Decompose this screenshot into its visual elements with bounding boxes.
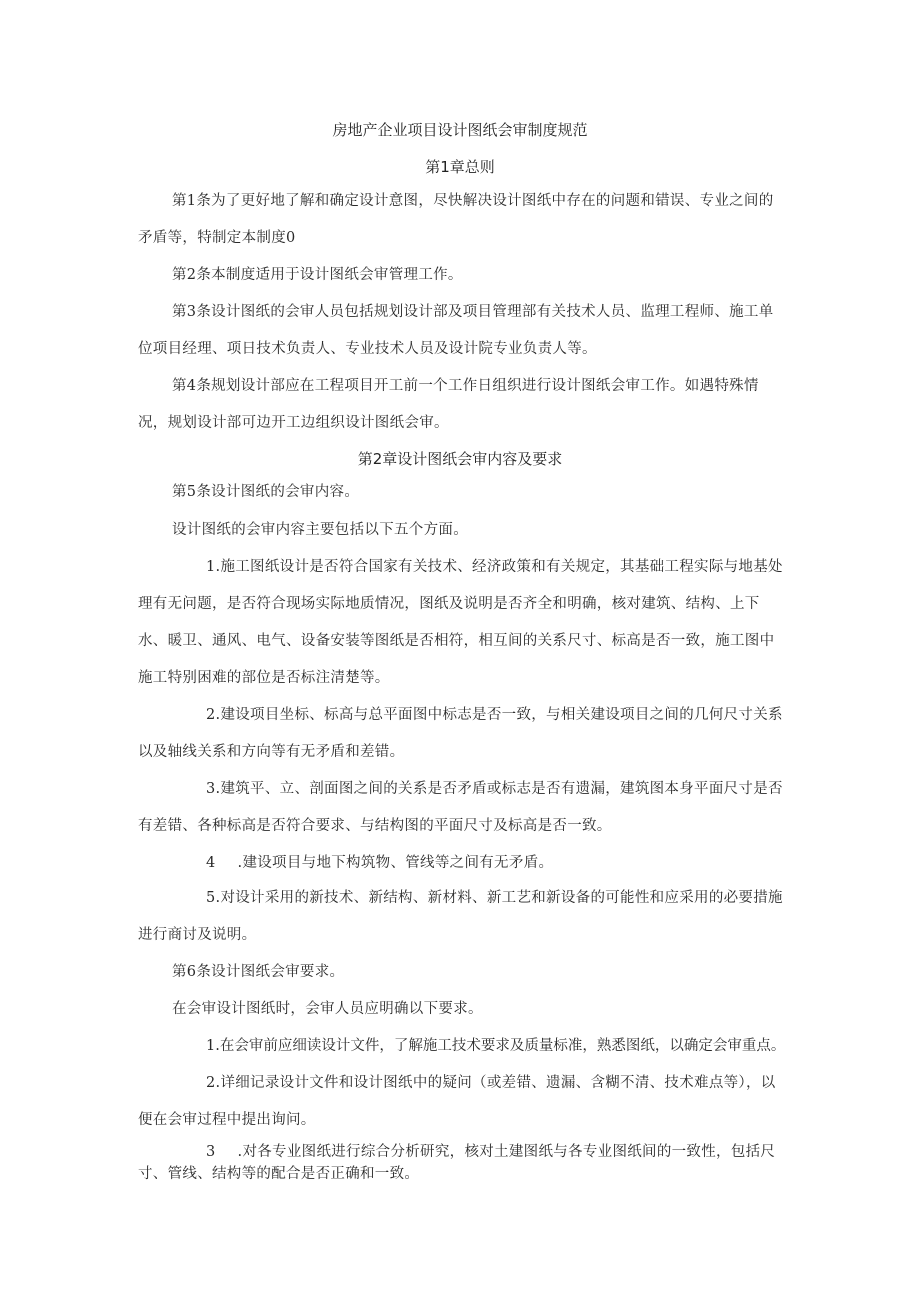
- article-5: 第5条设计图纸的会审内容。: [172, 484, 360, 500]
- requirements-intro: 在会审设计图纸时，会审人员应明确以下要求。: [172, 1001, 483, 1017]
- content-item-4: [138, 845, 788, 882]
- item-text: .对各专业图纸进行综合分析研究，核对土建图纸与各专业图纸间的一致性，包括尺寸、管线、结构等的配合是否正确和一致。: [138, 1144, 776, 1182]
- chapter-1-heading: 第1章总则: [425, 158, 495, 176]
- content-item-3: [138, 771, 788, 845]
- item-number: 1: [206, 1038, 216, 1054]
- item-number: 1: [206, 559, 216, 575]
- content-item-5: [138, 880, 788, 954]
- item-text: .建筑平、立、剖面图之间的关系是否矛盾或标志是否有遗漏，建筑图本身平面尺寸是否有差错、各种标高是否符合要求、与结构图的平面尺寸及标高是否一致。: [138, 781, 783, 834]
- article-6: 第6条设计图纸会审要求。: [172, 964, 345, 980]
- item-text: .在会审前应细读设计文件，了解施工技术要求及质量标准，熟悉图纸，以确定会审重点。: [215, 1038, 786, 1054]
- document-title: 房地产企业项目设计图纸会审制度规范: [332, 121, 588, 139]
- article-1: 第1条为了更好地了解和确定设计意图，尽快解决设计图纸中存在的问题和错误、专业之间的矛盾等，特制定本制度0: [138, 193, 774, 246]
- article-2: 第2条本制度适用于设计图纸会审管理工作。: [172, 267, 463, 283]
- content-item-2: [138, 697, 788, 771]
- requirement-item-3: [138, 1141, 788, 1185]
- item-number: 4: [206, 855, 216, 871]
- item-number: 3: [206, 781, 216, 797]
- item-text: .建设项目与地下构筑物、管线等之间有无矛盾。: [237, 855, 554, 871]
- item-number: 3: [206, 1144, 216, 1160]
- item-text: .建设项目坐标、标高与总平面图中标志是否一致，与相关建设项目之间的几何尺寸关系以及轴线关系和方向等有无矛盾和差错。: [138, 707, 783, 760]
- item-text: .详细记录设计文件和设计图纸中的疑问（或差错、遗漏、含糊不清、技术难点等），以便在会审过程中提出询问。: [138, 1075, 776, 1128]
- article-4: 第4条规划设计部应在工程项目开工前一个工作日组织进行设计图纸会审工作。如遇特殊情况，规划设计部可边开工边组织设计图纸会审。: [138, 378, 759, 431]
- item-text: .对设计采用的新技术、新结构、新材料、新工艺和新设备的可能性和应采用的必要措施进行商讨及说明。: [138, 890, 783, 943]
- item-number: 2: [206, 1075, 216, 1091]
- requirement-item-1: [138, 1028, 798, 1065]
- article-3: 第3条设计图纸的会审人员包括规划设计部及项目管理部有关技术人员、监理工程师、施工单位项目经理、项日技术负责人、专业技术人员及设计院专业负责人等。: [138, 304, 774, 357]
- content-item-1: [138, 549, 788, 697]
- content-intro: 设计图纸的会审内容主要包括以下五个方面。: [172, 522, 468, 538]
- item-number: 2: [206, 707, 216, 723]
- requirement-item-2: [138, 1065, 788, 1139]
- chapter-2-heading: 第2章设计图纸会审内容及要求: [357, 450, 563, 468]
- item-number: 5: [206, 890, 216, 906]
- item-text: .施工图纸设计是否符合国家有关技术、经济政策和有关规定，其基础工程实际与地基处理有无问题，是否符合现场实际地质情况，图纸及说明是否齐全和明确，核对建筑、结构、上下水、暖卫、通风、电气、设备安装等图纸是否相符，相互间的关系尺寸、标高是否一致，施工图中施工特别困难的部位是否标注清楚等。: [138, 559, 783, 686]
